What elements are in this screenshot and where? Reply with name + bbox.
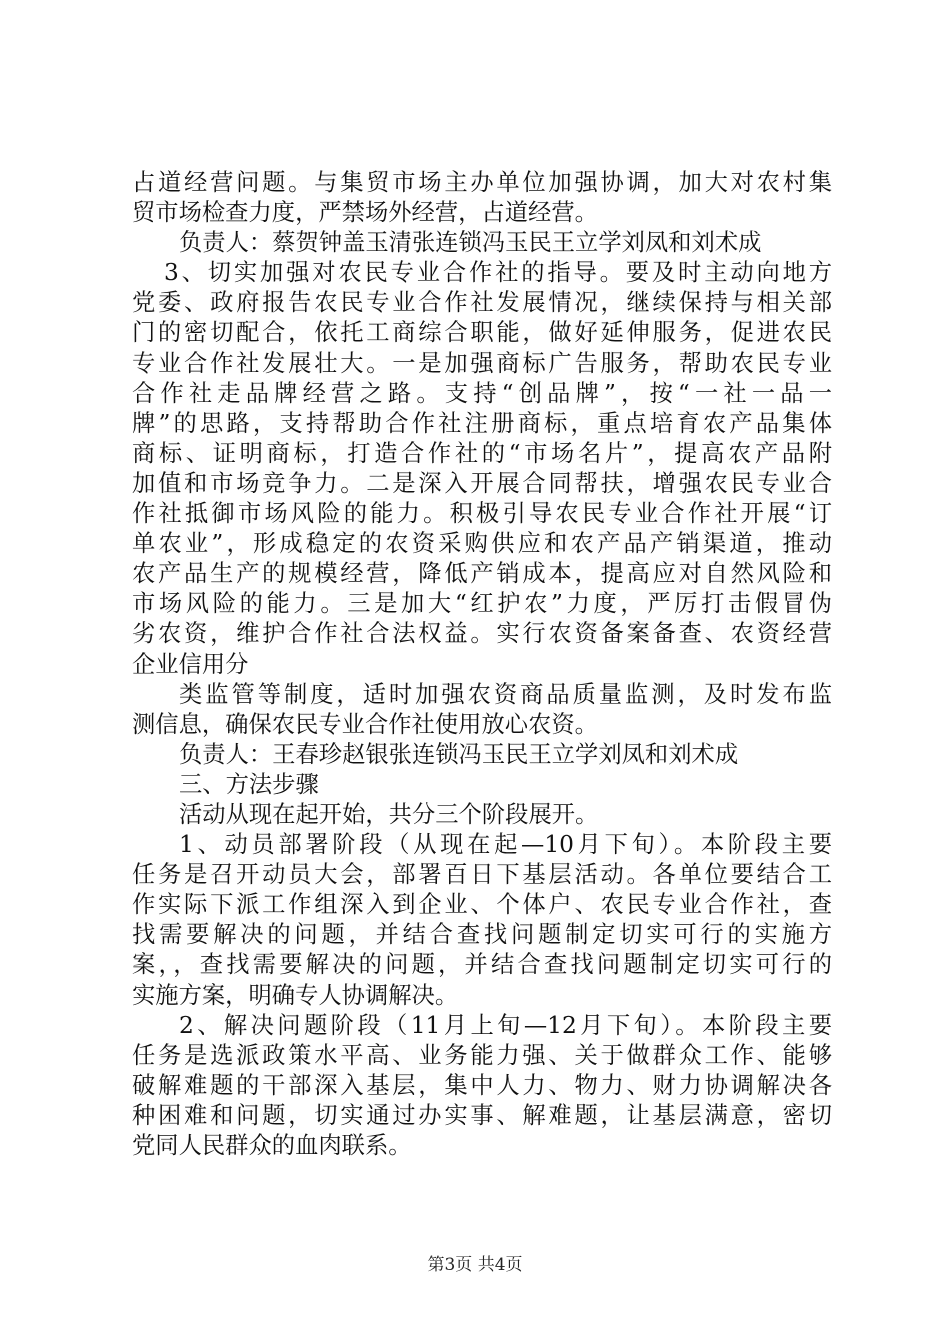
page-number: 第3页 共4页 [427,1255,523,1275]
text-line: 任务是选派政策水平高、业务能力强、关于做群众工作、能够 [132,1041,832,1069]
text-line: 破解难题的干部深入基层，集中人力、物力、财力协调解决各 [132,1071,832,1099]
text-line: 负责人：王春珍赵银张连锁冯玉民王立学刘凤和刘术成 [179,740,739,768]
text-line: 企业信用分 [132,650,249,678]
text-line: 3、切实加强对农民专业合作社的指导。要及时主动向地方 [164,259,832,287]
text-line: 活动从现在起开始，共分三个阶段展开。 [179,800,599,828]
text-line: 党委、政府报告农民专业合作社发展情况，继续保持与相关部 [132,289,832,317]
text-line: 2、解决问题阶段（11月上旬—12月下旬）。本阶段主要 [179,1011,832,1039]
text-line: 牌”的思路，支持帮助合作社注册商标，重点培育农产品集体 [132,409,832,437]
text-line: 三、方法步骤 [179,770,319,798]
text-line: 1、动员部署阶段（从现在起—10月下旬）。本阶段主要 [179,831,832,859]
text-line: 农产品生产的规模经营，降低产销成本，提高应对自然风险和 [132,560,832,588]
document-body [132,168,832,1161]
text-line: 门的密切配合，依托工商综合职能，做好延伸服务，促进农民 [132,319,832,347]
text-line: 找需要解决的问题，并结合查找问题制定切实可行的实施方 [132,921,832,949]
text-line: 加值和市场竞争力。二是深入开展合同帮扶，增强农民专业合 [132,469,832,497]
text-line: 类监管等制度，适时加强农资商品质量监测，及时发布监 [179,680,832,708]
page-footer [0,1250,950,1275]
text-line: 负责人：蔡贺钟盖玉清张连锁冯玉民王立学刘凤和刘术成 [179,229,762,257]
text-line: 专业合作社发展壮大。一是加强商标广告服务，帮助农民专业 [132,349,832,377]
text-line: 商标、证明商标，打造合作社的“市场名片”，提高农产品附 [132,439,832,467]
text-line: 占道经营问题。与集贸市场主办单位加强协调，加大对农村集 [132,169,832,196]
text-line: 劣农资，维护合作社合法权益。实行农资备案备查、农资经营 [132,620,832,648]
text-line: 合作社走品牌经营之路。支持“创品牌”，按“一社一品一 [132,379,832,407]
text-line: 市场风险的能力。三是加大“红护农”力度，严厉打击假冒伪 [132,590,832,618]
text-line: 作实际下派工作组深入到企业、个体户、农民专业合作社，查 [132,891,832,919]
text-line: 案，，查找需要解决的问题，并结合查找问题制定切实可行的 [132,951,832,979]
text-line: 单农业”，形成稳定的农资采购供应和农产品产销渠道，推动 [132,530,832,558]
text-line: 种困难和问题，切实通过办实事、解难题，让基层满意，密切 [132,1101,832,1129]
text-line: 测信息，确保农民专业合作社使用放心农资。 [132,710,598,738]
text-line: 贸市场检查力度，严禁场外经营，占道经营。 [132,199,598,227]
text-line: 作社抵御市场风险的能力。积极引导农民专业合作社开展“订 [132,500,832,528]
text-line: 党同人民群众的血肉联系。 [132,1132,412,1159]
text-line: 实施方案，明确专人协调解决。 [132,981,459,1009]
text-line: 任务是召开动员大会，部署百日下基层活动。各单位要结合工 [132,861,832,889]
